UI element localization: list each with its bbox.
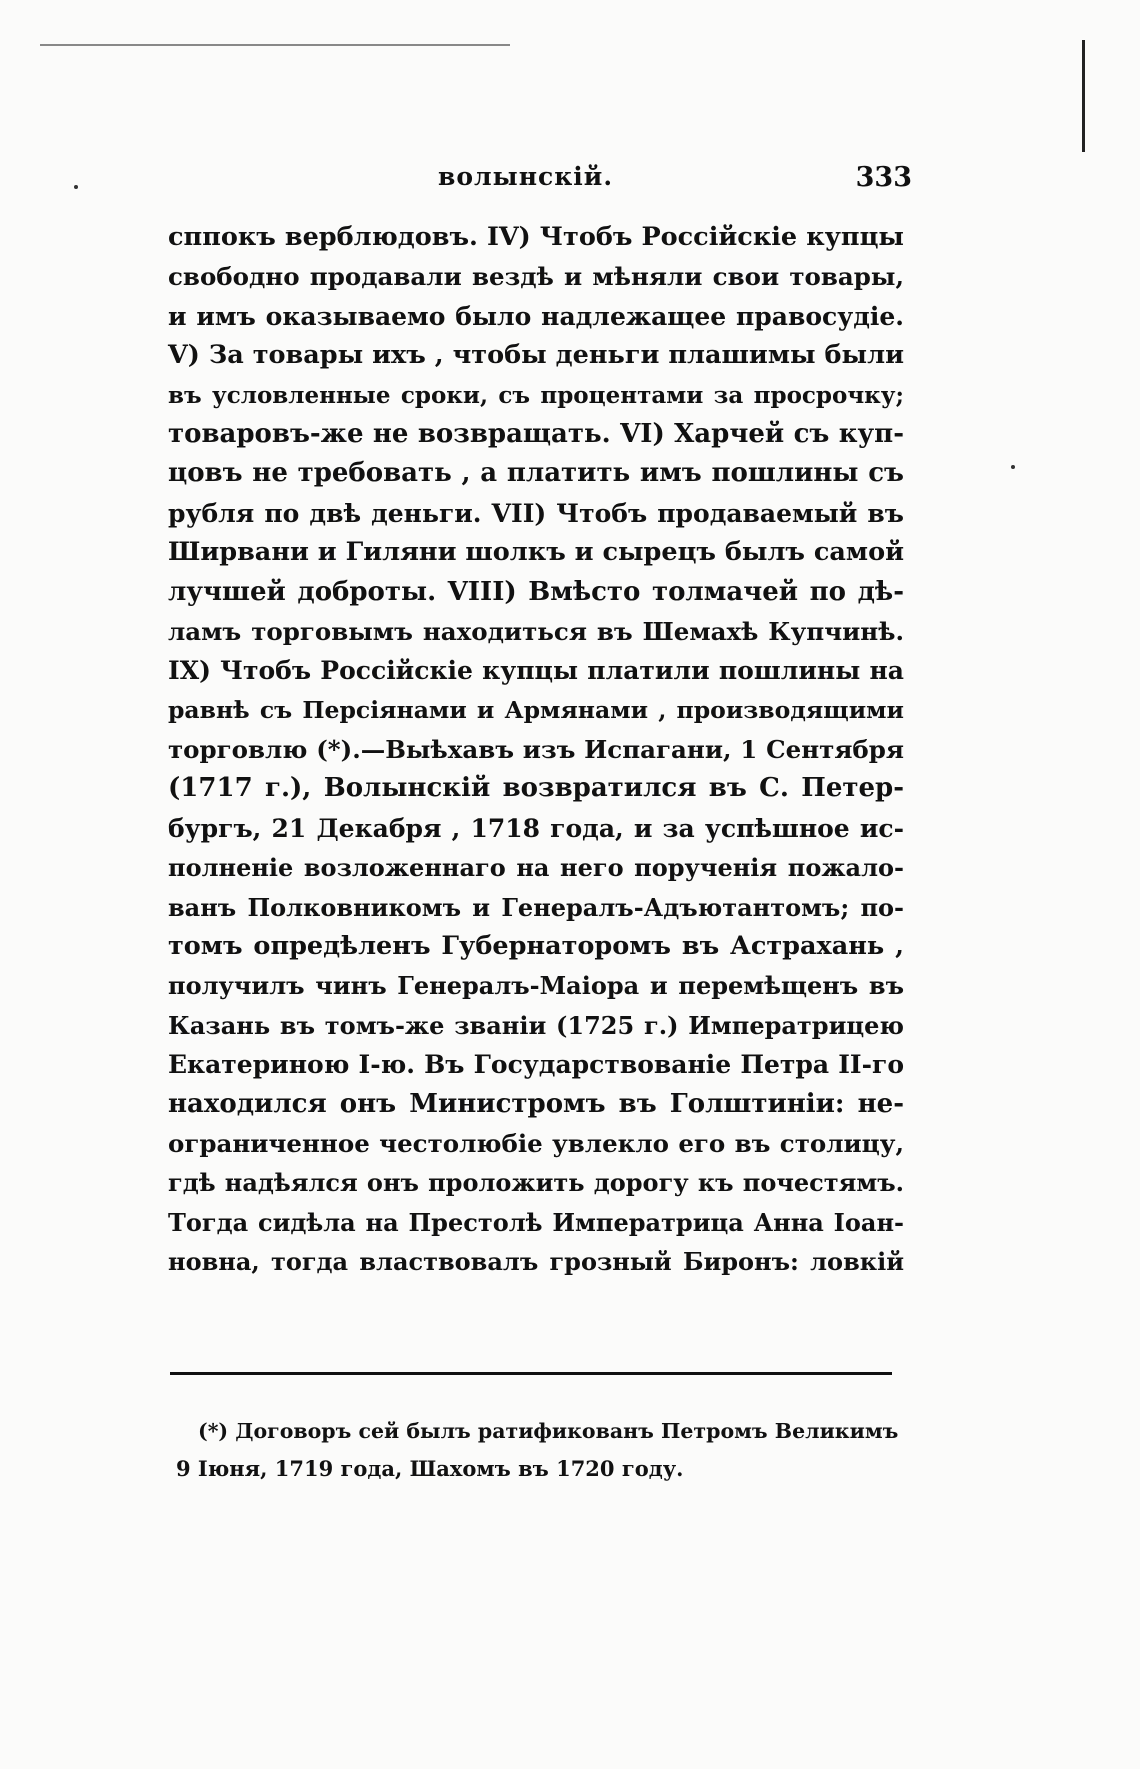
text-line: Ширвани и Гиляни шолкъ и сырецъ былъ самой (168, 537, 904, 568)
text-line: рубля по двѣ деньги. VII) Чтобъ продаваемый въ (168, 498, 904, 528)
text-line: находился онъ Министромъ въ Голштиніи: не- (168, 1088, 904, 1119)
text-line: торговлю (*).—Выѣхавъ изъ Испагани, 1 Сентября (168, 735, 904, 765)
text-line: гдѣ надѣялся онъ проложить дорогу къ почестямъ. (168, 1168, 904, 1198)
scan-speck (1011, 465, 1015, 469)
text-line: получилъ чинъ Генералъ-Маіора и перемѣщенъ въ (168, 971, 904, 1001)
running-title: волынскій. (438, 162, 614, 191)
text-line: Казань въ томъ-же званіи (1725 г.) Императрицею (168, 1010, 904, 1040)
text-line: ванъ Полковникомъ и Генералъ-Адъютантомъ; по- (168, 892, 904, 922)
text-line: сппокъ верблюдовъ. IV) Чтобъ Россійскіе купцы (168, 222, 904, 252)
page-header (168, 162, 920, 198)
footnote-rule (170, 1372, 892, 1375)
page-number: 333 (855, 162, 912, 193)
footnote (176, 1412, 912, 1488)
text-line: полненіе возложеннаго на него порученія пожало- (168, 853, 904, 883)
body-text (168, 218, 904, 1282)
text-line: товаровъ-же не возвращать. VI) Харчей съ куп- (168, 418, 904, 449)
text-line: равнѣ съ Персіянами и Армянами , производящими (168, 695, 904, 724)
text-line: V) За товары ихъ , чтобы деньги плашимы были (168, 340, 904, 371)
scan-edge-top (40, 44, 510, 46)
text-line: лучшей доброты. VIII) Вмѣсто толмачей по дѣ- (168, 576, 904, 607)
text-line: свободно продавали вездѣ и мѣняли свои товары, (168, 262, 904, 292)
text-line: IX) Чтобъ Россійскіе купцы платили пошлины на (168, 656, 904, 686)
text-line: Екатериною I-ю. Въ Государствованіе Петра II-го (168, 1050, 904, 1080)
footnote-line: 9 Іюня, 1719 года, Шахомъ въ 1720 году. (176, 1456, 684, 1481)
text-line: бургъ, 21 Декабря , 1718 года, и за успѣшное ис- (168, 813, 904, 843)
footnote-line: (*) Договоръ сей былъ ратификованъ Петромъ Великимъ (198, 1419, 899, 1443)
scan-edge-right (1082, 40, 1085, 152)
text-line: цовъ не требовать , а платить имъ пошлины съ (168, 458, 904, 489)
text-line: новна, тогда властвовалъ грозный Биронъ: ловкій (168, 1247, 904, 1277)
text-line: ограниченное честолюбіе увлекло его въ столицу, (168, 1128, 904, 1158)
text-line: Тогда сидѣла на Престолѣ Императрица Анна Іоан- (168, 1207, 904, 1237)
text-line: томъ опредѣленъ Губернаторомъ въ Астрахань , (168, 931, 904, 962)
text-line: ламъ торговымъ находиться въ Шемахѣ Купчинѣ. (168, 616, 904, 646)
text-line: въ условленные сроки, съ процентами за просрочку; (168, 381, 904, 409)
text-line: (1717 г.), Волынскій возвратился въ С. Петер- (168, 773, 904, 804)
text-line: и имъ оказываемо было надлежащее правосудіе. (168, 301, 904, 331)
scan-speck (74, 185, 78, 189)
